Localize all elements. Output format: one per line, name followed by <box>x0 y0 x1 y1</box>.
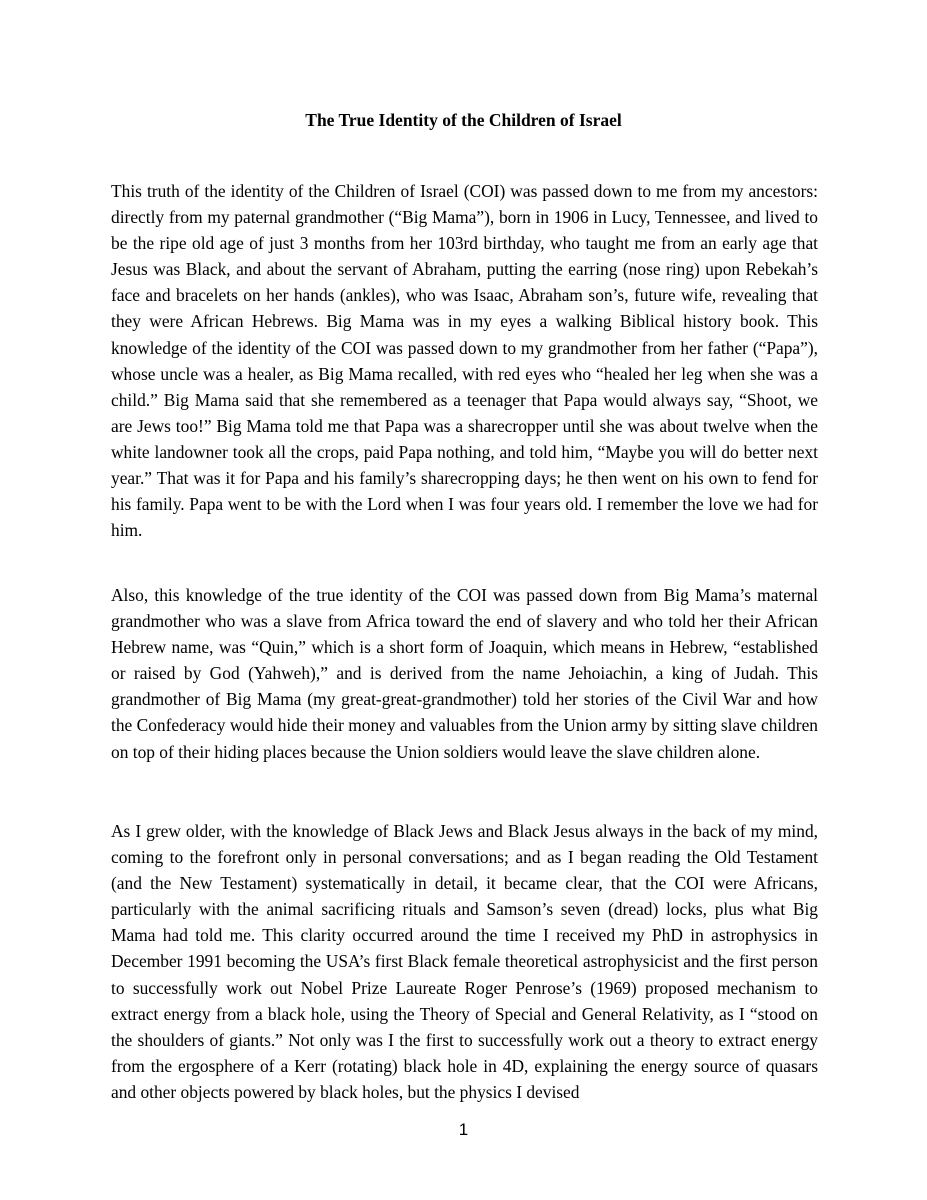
page-number: 1 <box>458 1120 469 1139</box>
document-title: The True Identity of the Children of Israel <box>305 110 622 130</box>
paragraph-maternal-grandmother: Also, this knowledge of the true identity of the COI was passed down from Big Mama’s maternal grandmother who was a slave from Africa toward the end of slavery and who told her their African Hebrew name, was “Quin,” which is a short form of Joaquin, which means in Hebrew, “established or raised by God (Yahweh),” and is derived from the name Jehoiachin, a king of Judah. This grandmother of Big Mama (my great-great-grandmother) told her stories of the Civil War and how the Confederacy would hide their money and valuables from the Union army by sitting slave children on top of their hiding places because the Union soldiers would leave the slave children alone. <box>111 585 818 762</box>
paragraph-astrophysics: As I grew older, with the knowledge of Black Jews and Black Jesus always in the back of my mind, coming to the forefront only in personal conversations; and as I began reading the Old Testament (and the New Testament) systematically in detail, it became clear, that the COI were Africans, particularly with the animal sacrificing rituals and Samson’s seven (dread) locks, plus what Big Mama had told me. This clarity occurred around the time I received my PhD in astrophysics in December 1991 becoming the USA’s first Black female theoretical astrophysicist and the first person to successfully work out Nobel Prize Laureate Roger Penrose’s (1969) proposed mechanism to extract energy from a black hole, using the Theory of Special and General Relativity, as I “stood on the shoulders of giants.” Not only was I the first to successfully work out a theory to extract energy from the ergosphere of a Kerr (rotating) black hole in 4D, explaining the energy source of quasars and other objects powered by black holes, but the physics I devised <box>111 821 818 1102</box>
paragraph-ancestry: This truth of the identity of the Children of Israel (COI) was passed down to me from my ancestors: directly from my paternal grandmother (“Big Mama”), born in 1906 in Lucy, Tennessee, and lived to be the ripe old age of just 3 months from her 103rd birthday, who taught me from an early age that Jesus was Black, and about the servant of Abraham, putting the earring (nose ring) upon Rebekah’s face and bracelets on her hands (ankles), who was Isaac, Abraham son’s, future wife, revealing that they were African Hebrews. Big Mama was in my eyes a walking Biblical history book. This knowledge of the identity of the COI was passed down to my grandmother from her father (“Papa”), whose uncle was a healer, as Big Mama recalled, with red eyes who “healed her leg when she was a child.” Big Mama said that she remembered as a teenager that Papa would always say, “Shoot, we are Jews too!” Big Mama told me that Papa was a sharecropper until she was about twelve when the white landowner took all the crops, paid Papa nothing, and told him, “Maybe you will do better next year.” That was it for Papa and his family’s sharecropping days; he then went on his own to fend for his family. Papa went to be with the Lord when I was four years old. I remember the love we had for him. <box>111 181 818 541</box>
